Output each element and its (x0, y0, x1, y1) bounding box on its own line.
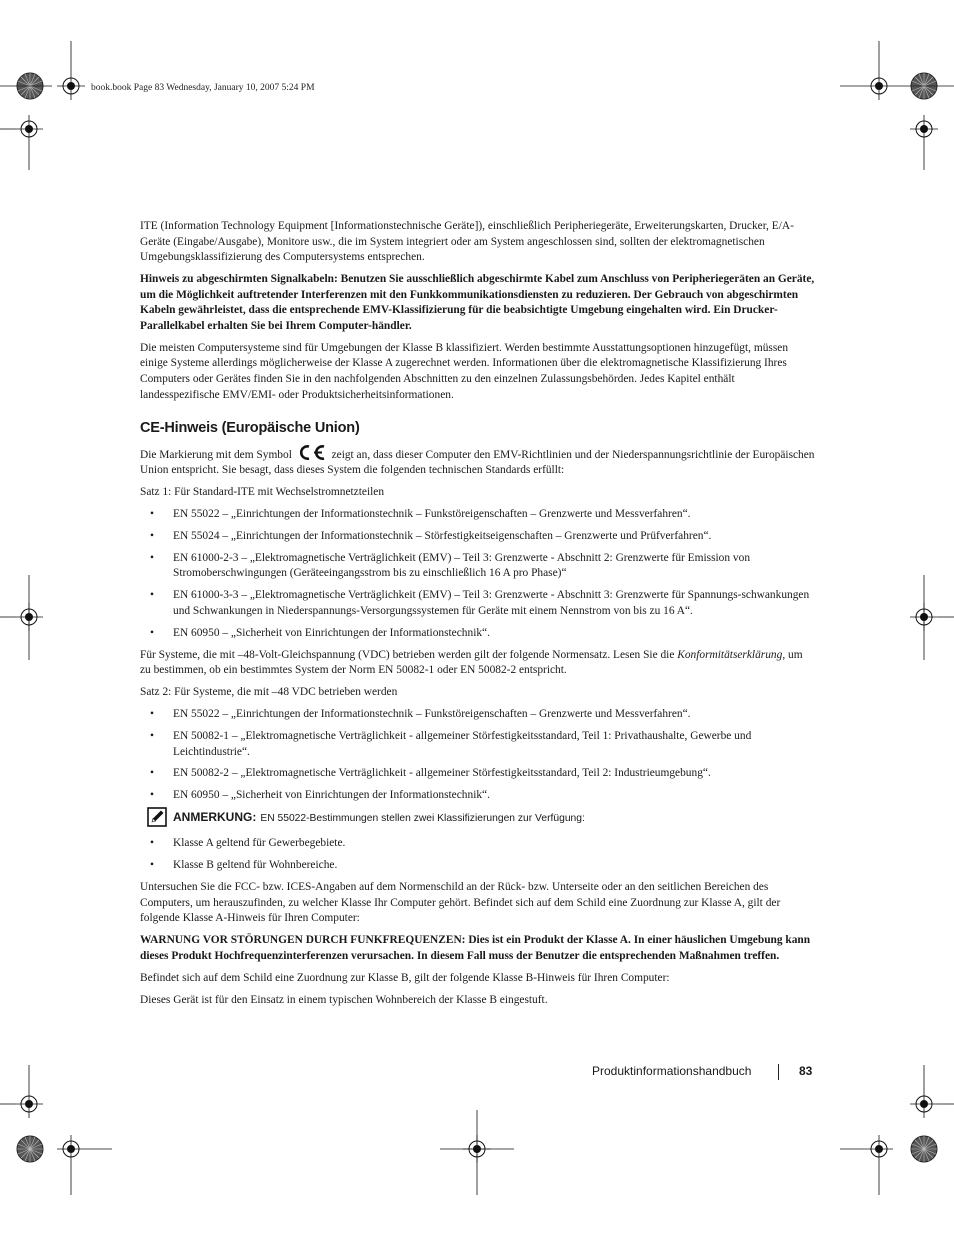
bullet: • (150, 859, 154, 872)
paragraph-satz2: Satz 2: Für Systeme, die mit –48 VDC betrieben werden (140, 686, 398, 699)
pencil-note-icon (147, 807, 167, 827)
ce-mark-icon (297, 444, 327, 461)
bullet: • (150, 789, 154, 802)
list-item: • EN 55024 – „Einrichtungen der Informationstechnik – Störfestigkeitseigenschaften – Grenzwerte und Prüfverfahren“. (140, 529, 816, 545)
list-item: • EN 60950 – „Sicherheit von Einrichtungen der Informationstechnik“. (140, 626, 816, 642)
list-item: • EN 50082-1 – „Elektromagnetische Verträglichkeit - allgemeiner Störfestigkeitsstandard, Teil 1: Privathaushalte, Gewerbe und Leichtindustrie“. (150, 730, 752, 758)
page-body (140, 219, 816, 1014)
note-box (140, 810, 816, 830)
standards-list-set1 (140, 507, 816, 641)
bullet: • (150, 551, 154, 564)
bullet: • (150, 767, 154, 780)
registration-mark (910, 115, 938, 143)
paragraph-satz1: Satz 1: Für Standard-ITE mit Wechselstromnetzteilen (140, 486, 385, 499)
ce-text-after: zeigt an, dass dieser Computer den EMV-Richtlinien und der Niederspannungsrichtlinie der Europäischen Union entspricht. Sie besagt, dass dieses System die folgenden technischen Standards erfüllt: (140, 448, 815, 477)
bullet: • (150, 529, 154, 542)
list-item: • EN 60950 – „Sicherheit von Einrichtungen der Informationstechnik“. (140, 788, 816, 804)
registration-mark (15, 1090, 43, 1118)
color-bar-mark-bl (17, 1136, 43, 1162)
registration-mark (57, 72, 85, 100)
note-label: ANMERKUNG: (173, 810, 257, 825)
list-item: • Klasse A geltend für Gewerbegebiete. (140, 836, 816, 852)
list-item: • EN 50082-2 – „Elektromagnetische Verträglichkeit - allgemeiner Störfestigkeitsstandard, Teil 2: Industrieumgebung“. (140, 766, 816, 782)
list-item: • EN 55022 – „Einrichtungen der Informationstechnik – Funkstöreigenschaften – Grenzwerte und Messverfahren“. (140, 707, 816, 723)
color-bar-mark-br (911, 1136, 937, 1162)
page-number: 83 (799, 1064, 813, 1078)
page-footer (592, 1064, 814, 1082)
standards-list-set2 (140, 707, 816, 804)
bullet: • (150, 708, 154, 721)
paragraph-ite: ITE (Information Technology Equipment [Informationstechnische Geräte]), einschließlich Peripheriegeräte, Erweiterungskarten, Drucker, E/A-Geräte (Eingabe/Ausgabe), Monitore usw., die im System integriert oder am System angeschlossen sind, sollten der elektromagnetischen Umgebungsklassifizierung des Computersystems entsprechen. (140, 220, 794, 264)
footer-divider (778, 1064, 779, 1080)
paragraph-fcc: Untersuchen Sie die FCC- bzw. ICES-Angaben auf dem Normenschild an der Rück- bzw. Unterseite oder an den seitlichen Bereichen des Computers, um herauszufinden, zu welcher Klasse Ihr Computer gehört. Befindet sich auf dem Schild eine Zuordnung zur Klasse A, gilt der folgende Klasse A-Hinweis für Ihren Computer: (140, 881, 781, 925)
paragraph-class-b-device: Dieses Gerät ist für den Einsatz in einem typischen Wohnbereich der Klasse B eingestuft. (140, 993, 548, 1006)
bullet: • (150, 589, 154, 602)
registration-mark (865, 1135, 893, 1163)
list-item: • EN 55022 – „Einrichtungen der Informationstechnik – Funkstöreigenschaften – Grenzwerte und Messverfahren“. (140, 507, 816, 523)
section-heading-ce: CE-Hinweis (Europäische Union) (140, 420, 360, 437)
bullet: • (150, 626, 154, 639)
registration-mark (57, 1135, 85, 1163)
paragraph-shielded-cables: Hinweis zu abgeschirmten Signalkabeln: Benutzen Sie ausschließlich abgeschirmte Kabel zum Anschluss von Peripheriegeräten an Geräte, um die Möglichkeit auftretender Interferenzen mit den Funkkommunikationsdiensten zu reduzieren. Der Gebrauch von abgeschirmten Kabeln gewährleistet, dass die entsprechende EMV-Klassifizierung für die beabsichtigte Umgebung eingehalten wird. Ein Drucker-Parallelkabel erhalten Sie bei Ihrem Computer-händler. (140, 273, 815, 332)
declaration-of-conformity-ref: Konformitätserklärung (677, 648, 783, 661)
list-item: • EN 61000-3-3 – „Elektromagnetische Verträglichkeit (EMV) – Teil 3: Grenzwerte - Abschnitt 3: Grenzwerte für Spannungs-schwankungen und Schwankungen in Niederspannungs-Versorgungssystemen für Geräte mit einem Nennstrom von bis zu 16 A“. (150, 589, 810, 617)
paragraph-rf-warning: WARNUNG VOR STÖRUNGEN DURCH FUNKFREQUENZEN: Dies ist ein Produkt der Klasse A. In einer häuslichen Umgebung kann dieses Produkt Hochfrequenzinterferenzen verursachen. In diesem Fall muss der Benutzer die entsprechenden Maßnahmen treffen. (140, 934, 811, 962)
registration-mark (865, 72, 893, 100)
paragraph-class-b-label: Befindet sich auf dem Schild eine Zuordnung zur Klasse B, gilt der folgende Klasse B-Hinweis für Ihren Computer: (140, 971, 670, 984)
registration-mark (15, 115, 43, 143)
registration-mark (910, 1090, 938, 1118)
class-list (140, 836, 816, 873)
ce-text-before: Die Markierung mit dem Symbol (140, 448, 292, 461)
bullet: • (150, 508, 154, 521)
running-header: book.book Page 83 Wednesday, January 10, 2007 5:24 PM (91, 83, 315, 93)
paragraph-48v: Für Systeme, die mit –48-Volt-Gleichspannung (VDC) betrieben werden gilt der folgende Normensatz. Lesen Sie die Konformitätserklärung, um zu bestimmen, ob ein bestimmtes System der Norm EN 50082-1 oder EN 50082-2 entspricht. (140, 648, 803, 677)
paragraph-ce-mark (140, 444, 816, 479)
note-text: EN 55022-Bestimmungen stellen zwei Klassifizierungen zur Verfügung: (260, 813, 585, 825)
bullet: • (150, 730, 154, 742)
bullet: • (150, 837, 154, 850)
paragraph-class-b: Die meisten Computersysteme sind für Umgebungen der Klasse B klassifiziert. Werden bestimmte Ausstattungsoptionen hinzugefügt, müssen einige Systeme allerdings möglicherweise der Klasse A zugerechnet werden. Informationen über die elektromagnetische Klassifizierung Ihres Computers oder Gerätes finden Sie in den nachfolgenden Abschnitten zu den einzelnen Zulassungsbehörden. Jedes Kapitel enthält landesspezifische EMV/EMI- oder Produktsicherheitsinformationen. (140, 341, 789, 401)
list-item: • Klasse B geltend für Wohnbereiche. (140, 858, 816, 874)
list-item: • EN 61000-2-3 – „Elektromagnetische Verträglichkeit (EMV) – Teil 3: Grenzwerte - Abschnitt 2: Grenzwerte für Emission von Stromoberschwingungen (Geräteeingangsstrom bis zu einschließlich 16 A pro Phase)“ (150, 551, 751, 580)
footer-title: Produktinformationshandbuch (592, 1064, 752, 1078)
